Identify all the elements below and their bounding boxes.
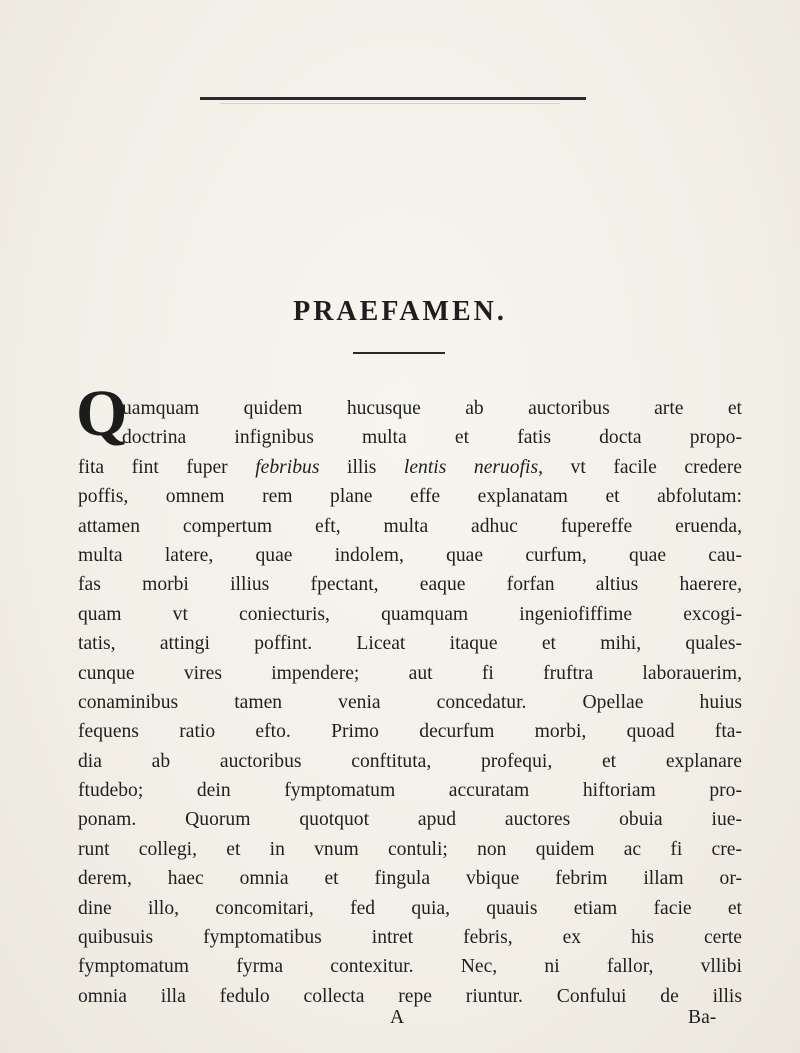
text-line-13: dia ab auctoribus conftituta, profequi, et explanare	[78, 750, 742, 772]
text-line-3	[78, 453, 742, 482]
text-line-1: uamquam quidem hucusque ab auctoribus arte et	[122, 398, 742, 419]
text-line-3-c: , vt facile credere	[538, 456, 742, 478]
text-line-8: quam vt coniecturis, quamquam ingeniofiffime excogi-	[78, 603, 742, 625]
text-line-2: doctrina infignibus multa et fatis docta propo-	[122, 427, 742, 449]
text-line-10: cunque vires impendere; aut fi fruftra laborauerim,	[78, 662, 742, 684]
text-line-14: ftudebo; dein fymptomatum accuratam hiftoriam pro-	[78, 780, 742, 802]
text-line-5: attamen compertum eft, multa adhuc fupereffe eruenda,	[78, 515, 742, 537]
text-line-20: fymptomatum fyrma contexitur. Nec, ni fallor, vllibi	[78, 956, 742, 978]
top-decorative-rule	[200, 97, 586, 100]
text-line-9: tatis, attingi poffint. Liceat itaque et mihi, quales-	[78, 633, 742, 655]
text-line-18: dine illo, concomitari, fed quia, quauis etiam facie et	[78, 897, 742, 919]
page-title: PRAEFAMEN.	[293, 296, 507, 327]
signature-mark: A	[390, 1007, 405, 1028]
text-line-12: fequens ratio efto. Primo decurfum morbi, quoad fta-	[78, 721, 742, 743]
title-underline-rule	[353, 352, 445, 354]
text-line-17: derem, haec omnia et fingula vbique febrim illam or-	[78, 868, 742, 890]
text-line-11: conaminibus tamen venia concedatur. Opellae huius	[78, 691, 742, 713]
text-line-19: quibusuis fymptomatibus intret febris, ex his certe	[78, 927, 742, 949]
text-line-15: ponam. Quorum quotquot apud auctores obuia iue-	[78, 809, 742, 831]
text-line-4: poffis, omnem rem plane effe explanatam et abfolutam:	[78, 486, 742, 508]
text-line-3-italic: febribus	[255, 456, 320, 478]
drop-cap-initial: Q	[76, 377, 128, 450]
text-line-7: fas morbi illius fpectant, eaque forfan altius haerere,	[78, 574, 742, 596]
catchword: Ba-	[688, 1007, 717, 1028]
text-line-3-b: illis	[319, 456, 404, 478]
top-rule-shadow	[220, 103, 560, 104]
text-line-3-italic-2: lentis neruofis	[403, 456, 539, 478]
text-line-3-a: fita fint fuper	[78, 456, 256, 478]
text-line-6: multa latere, quae indolem, quae curfum, quae cau-	[78, 544, 742, 566]
body-text	[78, 394, 742, 1011]
text-line-21: omnia illa fedulo collecta repe riuntur. Confului de illis	[78, 985, 742, 1007]
text-line-16: runt collegi, et in vnum contuli; non quidem ac fi cre-	[78, 838, 742, 860]
